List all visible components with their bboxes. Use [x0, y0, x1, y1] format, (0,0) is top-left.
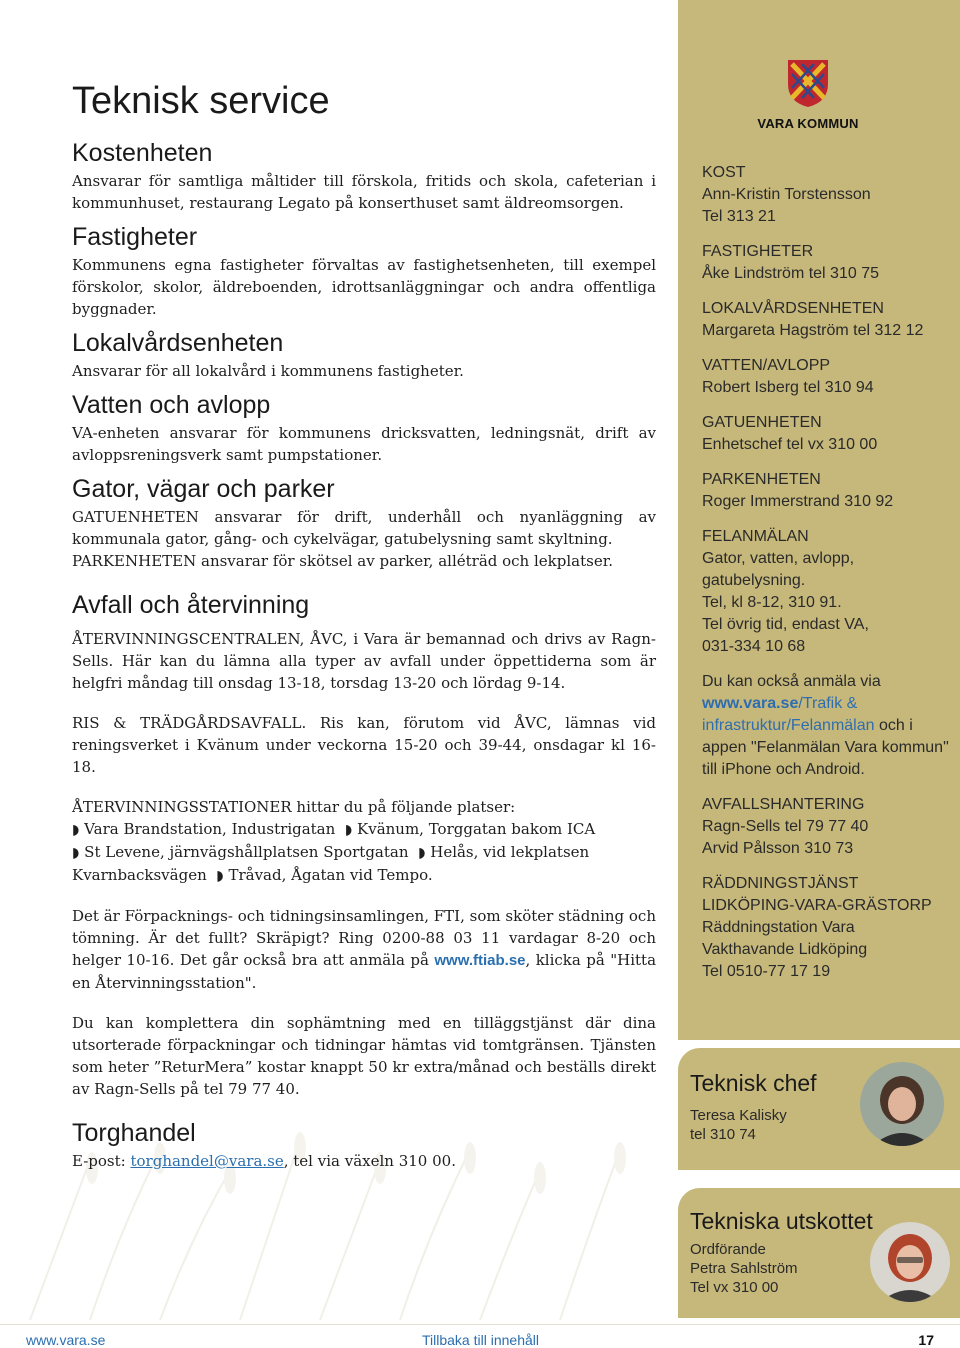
vara-kommun-logo: [753, 58, 863, 131]
contact-line: LIDKÖPING-VARA-GRÄSTORP: [702, 897, 932, 914]
sidebar-contacts: [678, 0, 960, 1040]
fti-text-pre: Det är Förpacknings- och tidningsinsamlingen, FTI, som sköter städning och tömning. Är det fullt? Skräpigt? Ring 0200-88 03 11 vardagar 8-20 och helger 10-16. Det går också bra att anmäla på: [72, 907, 656, 969]
torghandel-post: , tel via växeln 310 00.: [283, 1152, 456, 1170]
heading-torghandel: Torghandel: [72, 1119, 196, 1147]
text-parkenheten: PARKENHETEN ansvarar för skötsel av parker, alléträd och lekplatser.: [72, 552, 613, 570]
card-title: Teknisk chef: [690, 1070, 817, 1096]
text-ris: RIS & TRÄDGÅRDSAVFALL. Ris kan, förutom vid ÅVC, lämnas vid reningsverket i Kvänum under veckorna 15-20 och 39-44, onsdagar kl 16-18.: [72, 714, 656, 776]
report-pre: Du kan också anmäla via: [702, 673, 881, 690]
person-photo-icon: [860, 1062, 944, 1146]
bullet-icon: ◗: [72, 845, 80, 861]
contact-gatuenheten: [702, 412, 952, 456]
contact-line: Gator, vatten, avlopp,: [702, 550, 855, 567]
contact-line: Vakthavande Lidköping: [702, 941, 868, 958]
contact-head: LOKALVÅRDSENHETEN: [702, 300, 884, 317]
text-stationer: ÅTERVINNINGSSTATIONER hittar du på följande platser:: [72, 798, 516, 816]
contact-head: VATTEN/AVLOPP: [702, 357, 831, 374]
card-text-tel: tel 310 74: [690, 1126, 756, 1143]
coat-of-arms-icon: [786, 58, 830, 108]
heading-gator: Gator, vägar och parker: [72, 475, 335, 503]
contact-line: Roger Immerstrand 310 92: [702, 493, 894, 510]
contact-raddning: [702, 873, 952, 983]
fti-text-post: , klicka på "Hitta en Återvinningsstation".: [72, 951, 657, 992]
contact-kost: [702, 162, 952, 228]
card-text-name: Petra Sahlström: [690, 1260, 798, 1277]
back-to-contents-link[interactable]: Tillbaka till innehåll: [422, 1332, 539, 1348]
contact-line: Ann-Kristin Torstensson: [702, 186, 871, 203]
contact-parkenheten: [702, 469, 952, 513]
heading-vatten: Vatten och avlopp: [72, 391, 271, 419]
station-list: [72, 818, 656, 887]
bullet-icon: ◗: [72, 822, 80, 838]
contact-line: Tel, kl 8-12, 310 91.: [702, 594, 842, 611]
avatar-teknisk-chef: [860, 1062, 944, 1146]
contact-line: Arvid Pålsson 310 73: [702, 840, 854, 857]
contact-head: FELANMÄLAN: [702, 528, 809, 545]
card-tekniska-utskottet: [678, 1188, 960, 1318]
text-fastigheter: Kommunens egna fastigheter förvaltas av fastighetsenheten, till exempel förskolor, skolor, äldreboenden, idrottsanläggningar och andra offentliga byggnader.: [72, 256, 656, 318]
contact-felanmalan: [702, 526, 952, 658]
contact-line: Räddningstation Vara: [702, 919, 855, 936]
text-torghandel: [72, 1150, 656, 1172]
text-returmera: Du kan komplettera din sophämtning med en tilläggstjänst där dina utsorterade förpackningar och tidningar hämtas vid tomtgränsen. Tjänsten som heter ”ReturMera” kostar knappt 50 kr extra/månad och beställs direkt av Ragn-Sells på tel 79 77 40.: [72, 1014, 656, 1098]
contact-line: gatubelysning.: [702, 572, 806, 589]
logo-text: VARA KOMMUN: [757, 116, 859, 131]
contact-avfall: [702, 794, 952, 860]
contact-head: PARKENHETEN: [702, 471, 821, 488]
person-photo-icon: [870, 1222, 950, 1302]
footer-divider: [0, 1324, 960, 1325]
station-item: St Levene, järnvägshållplatsen Sportgatan: [84, 843, 409, 861]
station-item: Tråvad, Ågatan vid Tempo.: [228, 866, 433, 884]
contact-lokalvard: [702, 298, 952, 342]
contact-head: AVFALLSHANTERING: [702, 796, 865, 813]
contact-head: FASTIGHETER: [702, 243, 814, 260]
text-fti: [72, 905, 656, 994]
page-number: 17: [918, 1332, 934, 1348]
contact-line: Margareta Hagström tel 312 12: [702, 322, 924, 339]
card-teknisk-chef: [678, 1048, 960, 1170]
station-item: Vara Brandstation, Industrigatan: [84, 820, 336, 838]
text-vatten: VA-enheten ansvarar för kommunens dricksvatten, ledningsnät, drift av avloppsreningsverk samt pumpstationer.: [72, 424, 656, 464]
contact-fastigheter: [702, 241, 952, 285]
main-content: [72, 70, 656, 1180]
contact-line: Tel övrig tid, endast VA,: [702, 616, 869, 633]
bullet-icon: ◗: [418, 845, 426, 861]
footer: [0, 1332, 960, 1347]
torghandel-pre: E-post:: [72, 1152, 131, 1170]
heading-lokalvard: Lokalvårdsenheten: [72, 329, 284, 357]
bullet-icon: ◗: [344, 822, 353, 838]
page-title: Teknisk service: [72, 80, 330, 122]
report-online: [702, 671, 952, 781]
station-item: Kvänum, Torggatan bakom ICA: [357, 820, 596, 838]
contact-line: Åke Lindström tel 310 75: [702, 265, 879, 282]
card-title: Tekniska utskottet: [690, 1208, 873, 1234]
contact-line: Ragn-Sells tel 79 77 40: [702, 818, 869, 835]
felanmalan-link[interactable]: /Trafik & infrastruktur/Felanmälan: [702, 695, 875, 734]
contact-line: Robert Isberg tel 310 94: [702, 379, 874, 396]
contact-vatten: [702, 355, 952, 399]
contact-head: KOST: [702, 164, 746, 181]
card-text-name: Teresa Kalisky: [690, 1107, 787, 1124]
report-post: och i appen "Felanmälan Vara kommun" till iPhone och Android.: [702, 717, 949, 778]
avatar-ordforande: [870, 1222, 950, 1302]
contact-list: [702, 162, 952, 996]
contact-line: Tel 313 21: [702, 208, 776, 225]
text-kostenheten: Ansvarar för samtliga måltider till förskola, fritids och skola, cafeterian i kommunhuset, restaurang Legato på konserthuset samt äldreomsorgen.: [72, 172, 656, 212]
contact-line: 031-334 10 68: [702, 638, 806, 655]
text-lokalvard: Ansvarar för all lokalvård i kommunens fastigheter.: [72, 362, 464, 380]
heading-kostenheten: Kostenheten: [72, 139, 213, 167]
card-text-role: Ordförande: [690, 1241, 766, 1258]
ftiab-link[interactable]: www.ftiab.se: [434, 952, 526, 969]
heading-fastigheter: Fastigheter: [72, 223, 198, 251]
text-gatuenheten: GATUENHETEN ansvarar för drift, underhåll och nyanläggning av kommunala gator, gång- och cykelvägar, gatubelysning samt skyltning.: [72, 508, 656, 548]
contact-head: GATUENHETEN: [702, 414, 822, 431]
torghandel-email-link[interactable]: torghandel@vara.se: [130, 1152, 284, 1170]
heading-avfall: Avfall och återvinning: [72, 591, 310, 619]
footer-url-link[interactable]: www.vara.se: [26, 1332, 106, 1348]
vara-se-link[interactable]: www.vara.se: [702, 695, 799, 712]
contact-head: RÄDDNINGSTJÄNST: [702, 875, 859, 892]
contact-line: Tel 0510-77 17 19: [702, 963, 831, 980]
card-text-tel: Tel vx 310 00: [690, 1279, 779, 1296]
text-avc: ÅTERVINNINGSCENTRALEN, ÅVC, i Vara är bemannad och drivs av Ragn-Sells. Här kan du lämna alla typer av avfall under öppettiderna som är helgfri måndag till onsdag 13-18, torsdag 13-20 och lördag 9-14.: [72, 630, 656, 692]
bullet-icon: ◗: [216, 868, 224, 884]
station-item: Helås, vid lekplatsen Kvarnbacksvägen: [72, 843, 590, 884]
contact-line: Enhetschef tel vx 310 00: [702, 436, 878, 453]
